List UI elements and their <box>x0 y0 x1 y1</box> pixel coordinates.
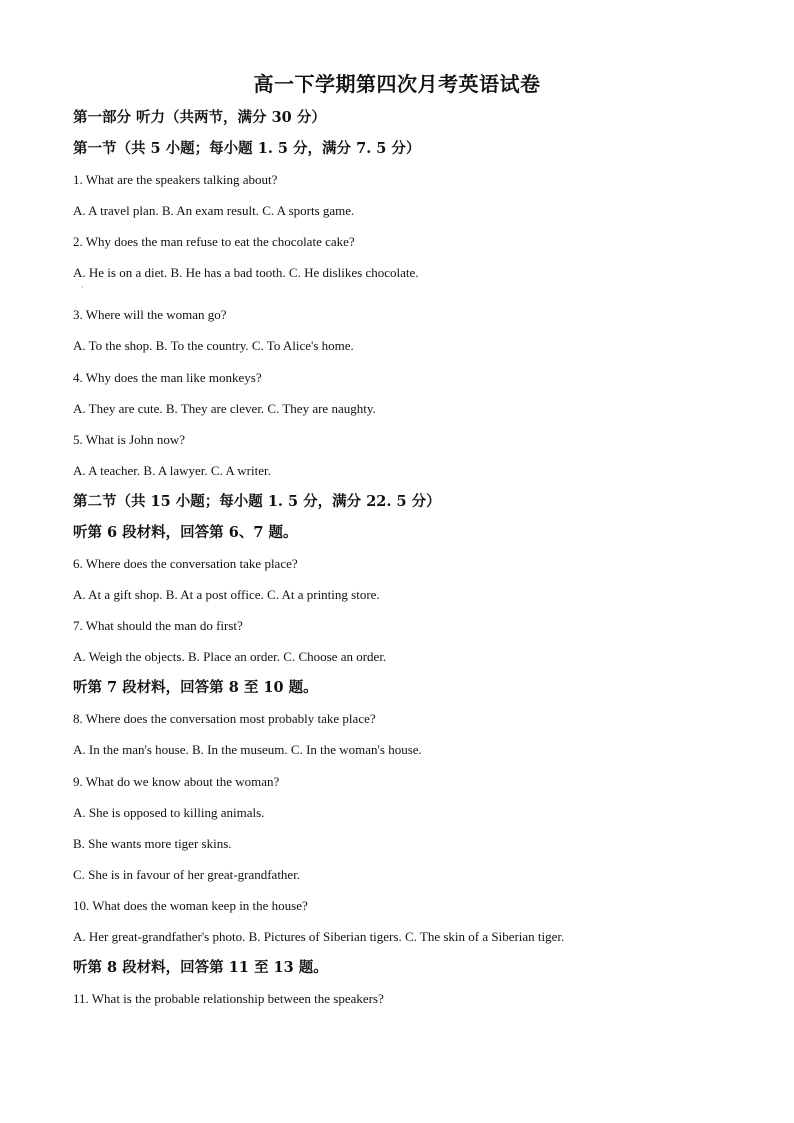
question-text: 9. What do we know about the woman? <box>73 773 280 789</box>
material-heading: 听第 7 段材料，回答第 8 至 10 题。 <box>73 679 318 697</box>
question-text: 10. What does the woman keep in the house? <box>73 897 308 913</box>
answer-options: A. They are cute. B. They are clever. C. They are naughty. <box>73 400 376 416</box>
stray-mark: · <box>81 283 84 292</box>
answer-options: A. He is on a diet. B. He has a bad tooth. C. He dislikes chocolate. <box>73 265 419 281</box>
answer-option: C. She is in favour of her great-grandfather. <box>73 866 301 882</box>
answer-options: A. A travel plan. B. An exam result. C. A sports game. <box>73 203 355 219</box>
question-text: 7. What should the man do first? <box>73 618 243 634</box>
question-text: 11. What is the probable relationship between the speakers? <box>73 991 384 1007</box>
answer-option: A. She is opposed to killing animals. <box>73 804 265 820</box>
part-heading: 第一部分 听力（共两节，满分 30 分） <box>73 109 326 126</box>
material-heading: 听第 6 段材料，回答第 6、7 题。 <box>73 523 298 541</box>
question-text: 2. Why does the man refuse to eat the chocolate cake? <box>73 234 355 250</box>
answer-options: A. In the man's house. B. In the museum. C. In the woman's house. <box>73 742 422 758</box>
question-text: 8. Where does the conversation most probably take place? <box>73 711 376 727</box>
answer-options: A. Her great-grandfather's photo. B. Pictures of Siberian tigers. C. The skin of a Siberian tiger. <box>73 928 565 944</box>
question-text: 6. Where does the conversation take place? <box>73 555 298 571</box>
answer-option: B. She wants more tiger skins. <box>73 835 232 851</box>
page-title: 高一下学期第四次月考英语试卷 <box>253 72 541 96</box>
section-heading: 第二节（共 15 小题；每小题 1. 5 分，满分 22. 5 分） <box>73 492 441 510</box>
answer-options: A. At a gift shop. B. At a post office. C. At a printing store. <box>73 587 380 603</box>
exam-content <box>73 106 733 1018</box>
question-text: 5. What is John now? <box>73 431 186 447</box>
question-text: 4. Why does the man like monkeys? <box>73 369 262 385</box>
question-text: 3. Where will the woman go? <box>73 307 227 323</box>
question-text: 1. What are the speakers talking about? <box>73 172 278 187</box>
material-heading: 听第 8 段材料，回答第 11 至 13 题。 <box>73 959 328 977</box>
answer-options: A. To the shop. B. To the country. C. To Alice's home. <box>73 338 354 354</box>
section-heading: 第一节（共 5 小题；每小题 1. 5 分，满分 7. 5 分） <box>73 140 421 157</box>
answer-options: A. Weigh the objects. B. Place an order. C. Choose an order. <box>73 649 387 665</box>
answer-options: A. A teacher. B. A lawyer. C. A writer. <box>73 462 271 478</box>
